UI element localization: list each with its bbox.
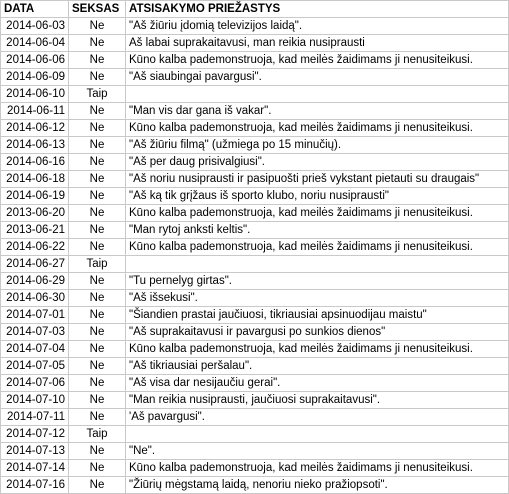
cell-sex[interactable]: Taip [69, 86, 126, 103]
cell-reason[interactable] [126, 86, 509, 103]
cell-date[interactable]: 2014-07-03 [1, 324, 69, 341]
cell-sex[interactable]: Ne [69, 358, 126, 375]
cell-sex[interactable]: Ne [69, 477, 126, 494]
table-row [1, 205, 509, 222]
table-row [1, 477, 509, 494]
cell-date[interactable]: 2014-07-10 [1, 392, 69, 409]
cell-sex[interactable]: Ne [69, 290, 126, 307]
cell-sex[interactable]: Ne [69, 222, 126, 239]
table-row [1, 86, 509, 103]
cell-date[interactable]: 2013-06-20 [1, 205, 69, 222]
cell-date[interactable]: 2014-06-10 [1, 86, 69, 103]
table-row [1, 239, 509, 256]
cell-date[interactable]: 2014-06-11 [1, 103, 69, 120]
header-date[interactable]: DATA [1, 1, 69, 18]
cell-sex[interactable]: Ne [69, 443, 126, 460]
cell-date[interactable]: 2014-06-12 [1, 120, 69, 137]
cell-reason[interactable]: Kūno kalba pademonstruoja, kad meilės žaidimams ji nenusiteikusi. [126, 120, 509, 137]
cell-sex[interactable]: Ne [69, 205, 126, 222]
cell-sex[interactable]: Ne [69, 137, 126, 154]
cell-date[interactable]: 2014-06-13 [1, 137, 69, 154]
cell-sex[interactable]: Ne [69, 69, 126, 86]
cell-reason[interactable]: "Aš žiūriu filmą" (užmiega po 15 minučių). [126, 137, 509, 154]
cell-reason[interactable]: Kūno kalba pademonstruoja, kad meilės žaidimams ji nenusiteikusi. [126, 460, 509, 477]
cell-date[interactable]: 2014-07-05 [1, 358, 69, 375]
cell-date[interactable]: 2014-07-06 [1, 375, 69, 392]
cell-reason[interactable]: "Aš išsekusi". [126, 290, 509, 307]
table-row [1, 188, 509, 205]
cell-reason[interactable]: "Aš tikriausiai peršalau". [126, 358, 509, 375]
cell-reason[interactable]: "Šiandien prastai jaučiuosi, tikriausiai apsinuodijau maistu" [126, 307, 509, 324]
table-row [1, 120, 509, 137]
cell-date[interactable]: 2014-06-30 [1, 290, 69, 307]
cell-reason[interactable]: "Aš ką tik grįžaus iš sporto klubo, noriu nusiprausti" [126, 188, 509, 205]
cell-date[interactable]: 2014-06-18 [1, 171, 69, 188]
cell-date[interactable]: 2014-07-12 [1, 426, 69, 443]
cell-sex[interactable]: Ne [69, 392, 126, 409]
cell-sex[interactable]: Ne [69, 120, 126, 137]
cell-date[interactable]: 2014-07-14 [1, 460, 69, 477]
cell-reason[interactable]: "Man rytoj anksti keltis". [126, 222, 509, 239]
table-row [1, 154, 509, 171]
table-row [1, 358, 509, 375]
cell-reason[interactable]: "Man vis dar gana iš vakar". [126, 103, 509, 120]
table-row [1, 222, 509, 239]
cell-reason[interactable] [126, 426, 509, 443]
cell-sex[interactable]: Ne [69, 171, 126, 188]
cell-sex[interactable]: Ne [69, 341, 126, 358]
cell-date[interactable]: 2014-07-16 [1, 477, 69, 494]
cell-sex[interactable]: Taip [69, 256, 126, 273]
cell-sex[interactable]: Ne [69, 460, 126, 477]
cell-date[interactable]: 2014-06-22 [1, 239, 69, 256]
cell-reason[interactable]: "Man reikia nusiprausti, jaučiuosi suprakaitavusi". [126, 392, 509, 409]
cell-reason[interactable]: "Aš žiūriu įdomią televizijos laidą". [126, 18, 509, 35]
cell-reason[interactable]: 'Aš pavargusi". [126, 409, 509, 426]
table-row [1, 443, 509, 460]
cell-sex[interactable]: Ne [69, 154, 126, 171]
cell-reason[interactable]: Kūno kalba pademonstruoja, kad meilės žaidimams ji nenusiteikusi. [126, 341, 509, 358]
table-row [1, 273, 509, 290]
cell-date[interactable]: 2014-07-04 [1, 341, 69, 358]
cell-sex[interactable]: Ne [69, 239, 126, 256]
cell-date[interactable]: 2014-06-16 [1, 154, 69, 171]
cell-reason[interactable]: "Aš visa dar nesijaučiu gerai". [126, 375, 509, 392]
cell-sex[interactable]: Ne [69, 18, 126, 35]
cell-sex[interactable]: Taip [69, 426, 126, 443]
table-row [1, 460, 509, 477]
cell-reason[interactable]: "Tu pernelyg girtas". [126, 273, 509, 290]
table-row [1, 324, 509, 341]
cell-sex[interactable]: Ne [69, 35, 126, 52]
table-row [1, 341, 509, 358]
table-row [1, 290, 509, 307]
cell-reason[interactable]: Aš labai suprakaitavusi, man reikia nusiprausti [126, 35, 509, 52]
table-row [1, 375, 509, 392]
table-body [1, 18, 509, 494]
cell-date[interactable]: 2014-06-27 [1, 256, 69, 273]
table-row [1, 52, 509, 69]
table-row [1, 103, 509, 120]
cell-sex[interactable]: Ne [69, 307, 126, 324]
table-row [1, 256, 509, 273]
cell-date[interactable]: 2014-06-04 [1, 35, 69, 52]
cell-date[interactable]: 2013-06-21 [1, 222, 69, 239]
cell-reason[interactable]: "Aš noriu nusiprausti ir pasipuošti prieš vykstant pietauti su draugais" [126, 171, 509, 188]
cell-sex[interactable]: Ne [69, 188, 126, 205]
cell-date[interactable]: 2014-07-01 [1, 307, 69, 324]
table-row [1, 137, 509, 154]
cell-sex[interactable]: Ne [69, 52, 126, 69]
table-row [1, 409, 509, 426]
cell-reason[interactable]: Kūno kalba pademonstruoja, kad meilės žaidimams ji nenusiteikusi. [126, 52, 509, 69]
table-row [1, 171, 509, 188]
cell-reason[interactable]: "Aš per daug prisivalgiusi". [126, 154, 509, 171]
cell-date[interactable]: 2014-06-29 [1, 273, 69, 290]
cell-date[interactable]: 2014-06-19 [1, 188, 69, 205]
cell-sex[interactable]: Ne [69, 103, 126, 120]
cell-reason[interactable]: Kūno kalba pademonstruoja, kad meilės žaidimams ji nenusiteikusi. [126, 239, 509, 256]
cell-date[interactable]: 2014-07-13 [1, 443, 69, 460]
cell-reason[interactable] [126, 256, 509, 273]
table-row [1, 392, 509, 409]
cell-sex[interactable]: Ne [69, 409, 126, 426]
header-reason[interactable]: ATSISAKYMO PRIEŽASTYS [126, 1, 509, 18]
cell-reason[interactable]: "Žiūrių mėgstamą laidą, nenoriu nieko pražiopsoti". [126, 477, 509, 494]
header-sex[interactable]: SEKSAS [69, 1, 126, 18]
cell-reason[interactable]: "Ne". [126, 443, 509, 460]
cell-date[interactable]: 2014-06-06 [1, 52, 69, 69]
cell-date[interactable]: 2014-06-09 [1, 69, 69, 86]
header-row [1, 1, 509, 18]
cell-sex[interactable]: Ne [69, 375, 126, 392]
table-row [1, 35, 509, 52]
cell-reason[interactable]: "Aš siaubingai pavargusi". [126, 69, 509, 86]
table-row [1, 307, 509, 324]
cell-date[interactable]: 2014-07-11 [1, 409, 69, 426]
cell-sex[interactable]: Ne [69, 324, 126, 341]
cell-sex[interactable]: Ne [69, 273, 126, 290]
cell-reason[interactable]: "Aš suprakaitavusi ir pavargusi po sunkios dienos" [126, 324, 509, 341]
table-row [1, 69, 509, 86]
table-row [1, 18, 509, 35]
cell-reason[interactable]: Kūno kalba pademonstruoja, kad meilės žaidimams ji nenusiteikusi. [126, 205, 509, 222]
cell-date[interactable]: 2014-06-03 [1, 18, 69, 35]
table-row [1, 426, 509, 443]
